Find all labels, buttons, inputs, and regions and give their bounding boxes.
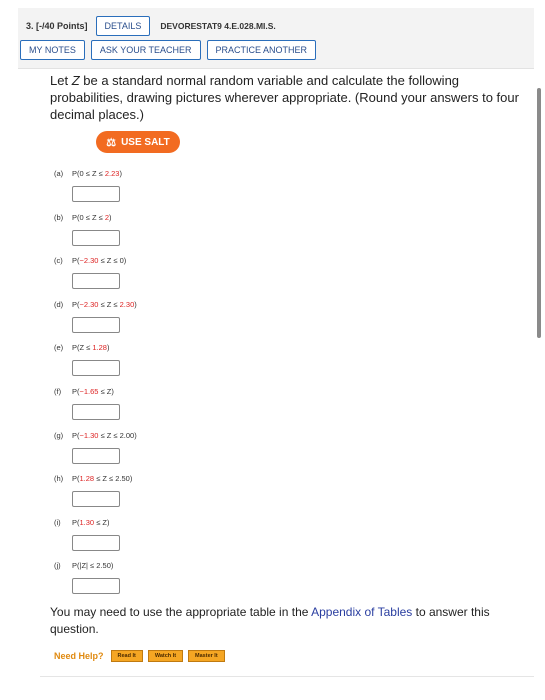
answer-input[interactable] [72, 360, 120, 376]
answer-input[interactable] [72, 230, 120, 246]
problem-code: DEVORESTAT9 4.E.028.MI.S. [160, 21, 276, 31]
appendix-link[interactable]: Appendix of Tables [311, 605, 413, 619]
part-label: (e) P(Z ≤ 1.28) [54, 343, 110, 353]
answer-input[interactable] [72, 578, 120, 594]
part-label: (b) P(0 ≤ Z ≤ 2) [54, 212, 112, 222]
scrollbar-thumb[interactable] [537, 88, 541, 338]
part-label: (h) P(1.28 ≤ Z ≤ 2.50) [54, 474, 133, 484]
use-salt-label: USE SALT [121, 136, 170, 148]
part-label: (f) P(−1.65 ≤ Z) [54, 387, 114, 396]
part-item [54, 560, 354, 594]
question-number: 3. [-/40 Points] [26, 21, 88, 31]
part-label: (d) P(−2.30 ≤ Z ≤ 2.30) [54, 299, 137, 309]
part-item [54, 517, 354, 551]
answer-input[interactable] [72, 317, 120, 333]
part-label: (i) P(1.30 ≤ Z) [54, 517, 110, 527]
answer-input[interactable] [72, 404, 120, 420]
part-item [54, 473, 354, 507]
part-item [54, 299, 354, 333]
answer-input[interactable] [72, 491, 120, 507]
watch-it-button[interactable]: Watch It [148, 650, 183, 662]
part-label: (c) P(−2.30 ≤ Z ≤ 0) [54, 256, 127, 266]
divider [40, 676, 534, 677]
header-row-bottom [20, 40, 316, 60]
question-prompt: Let Z be a standard normal random variable and calculate the following probabilities, drawing pictures wherever appropriate. (Round your answers to four decimal places.) [50, 73, 519, 122]
answer-input[interactable] [72, 535, 120, 551]
salt-icon: ⚖ [106, 136, 117, 149]
ask-teacher-button[interactable]: ASK YOUR TEACHER [91, 40, 201, 60]
part-label: (j) P(|Z| ≤ 2.50) [54, 561, 114, 571]
part-item [54, 212, 354, 246]
answer-input[interactable] [72, 448, 120, 464]
part-item [54, 342, 354, 376]
part-label: (g) P(−1.30 ≤ Z ≤ 2.00) [54, 430, 137, 440]
my-notes-button[interactable]: MY NOTES [20, 40, 85, 60]
question-header [18, 8, 534, 69]
master-it-button[interactable]: Master It [188, 650, 225, 662]
part-item [54, 168, 354, 202]
need-help-bar [54, 650, 225, 662]
read-it-button[interactable]: Read It [111, 650, 143, 662]
practice-another-button[interactable]: PRACTICE ANOTHER [207, 40, 317, 60]
part-item [54, 255, 354, 289]
use-salt-button[interactable] [96, 131, 180, 153]
details-button[interactable]: DETAILS [96, 16, 151, 36]
answer-input[interactable] [72, 273, 120, 289]
part-item [54, 430, 354, 464]
part-item [54, 386, 354, 420]
appendix-note: You may need to use the appropriate table in the Appendix of Tables to answer this question. [50, 605, 490, 636]
answer-input[interactable] [72, 186, 120, 202]
header-row-top [26, 15, 276, 37]
need-help-label: Need Help? [54, 651, 104, 661]
part-label: (a) P(0 ≤ Z ≤ 2.23) [54, 169, 122, 178]
